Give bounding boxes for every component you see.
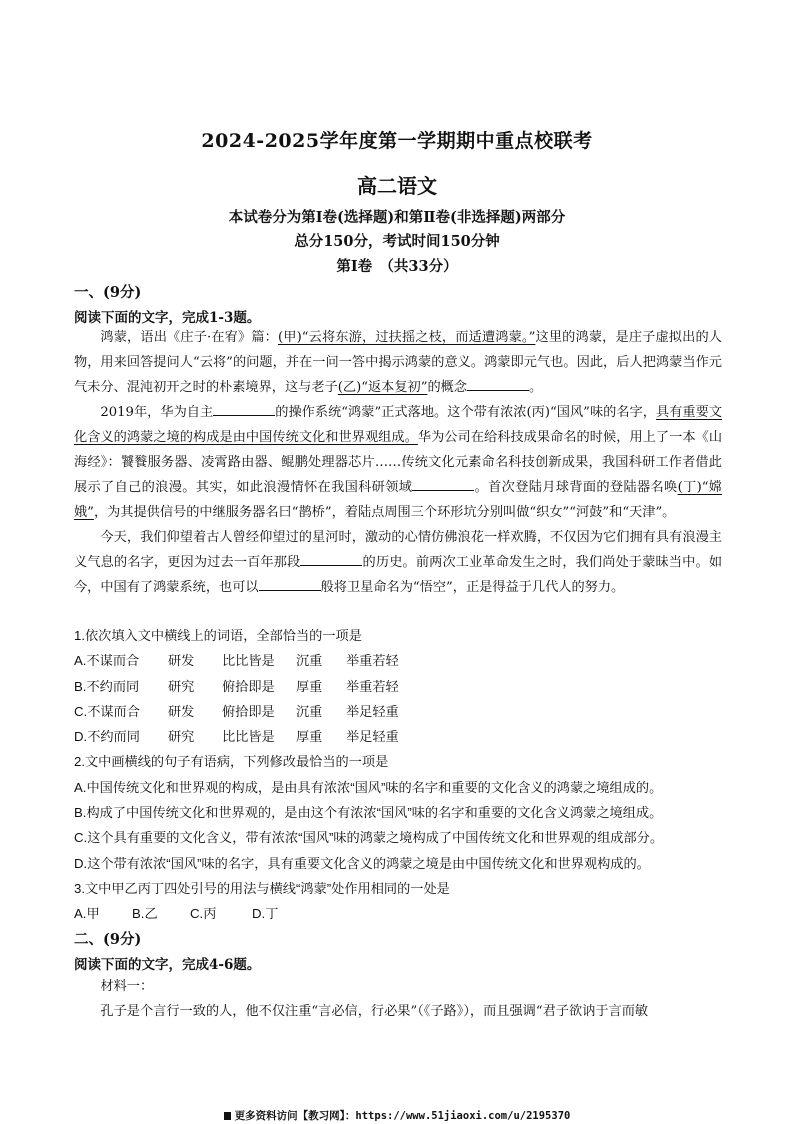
faulty-sentence: 具有重要文化含义的鸿蒙之境的构成是由中国传统文化和世界观组成。 xyxy=(74,405,723,445)
blank-line xyxy=(467,377,529,391)
q3-options: A.甲 B.乙 C.丙 D.丁 xyxy=(74,906,279,922)
passage-paragraph-2: 2019年，华为自主 的操作系统“鸿蒙”正式落地。这个带有浓浓(丙)“国风”味的名字，具有重要文化含义的鸿蒙之境的构成是由中国传统文化和世界观组成。华为公司在给科技成果命名的时候，用上了一本《山海经》：饕餮服务器、凌霄路由器、鲲鹏处理器芯片……传统文化元素命名科技创新成果，我国科研工作者借此展示了自己的浪漫。其实，如此浪漫情怀在我国科研领域 。首次登陆月球背面的登陆器名唤(丁)“嫦娥”，为其提供信号的中继服务器名曰“鹊桥”，着陆点周围三个环形坑分别叫做“织女”“河鼓”和“天津”。 xyxy=(74,400,722,525)
q1-option-d: D.不约而同 研究 比比皆是 厚重 举足轻重 xyxy=(74,729,399,745)
q1-option-c: C.不谋而合 研发 俯拾即是 沉重 举足轻重 xyxy=(74,703,399,719)
material-label: 材料一： xyxy=(100,979,154,994)
section1-heading: 一、(9分) xyxy=(74,284,142,301)
q1-option-a: A.不谋而合 研发 比比皆是 沉重 举重若轻 xyxy=(74,653,399,669)
q2-option-c: C.这个具有重要的文化含义，带有浓浓“国风”味的鸿蒙之境构成了中国传统文化和世界观的组成部分。 xyxy=(74,830,664,846)
exam-title: 2024-2025学年度第一学期期中重点校联考 xyxy=(201,130,593,152)
q1-option-b: B.不约而同 研究 俯拾即是 厚重 举重若轻 xyxy=(74,678,399,694)
exam-scoring: 总分150分，考试时间150分钟 xyxy=(294,233,500,250)
quote-ding: (丁)“嫦娥” xyxy=(74,480,722,520)
quote-yi: (乙)“返本复初” xyxy=(337,380,428,395)
exam-structure: 本试卷分为第Ⅰ卷(选择题)和第Ⅱ卷(非选择题)两部分 xyxy=(228,209,566,226)
part1-heading: 第Ⅰ卷 （共33分） xyxy=(336,258,458,275)
footer-link[interactable]: 更多资料访问【教习网】：https://www.51jiaoxi.com/u/2195370 xyxy=(234,1110,571,1122)
blank-line xyxy=(412,477,474,491)
passage-paragraph-1: 鸿蒙，语出《庄子·在宥》篇：(甲)“云将东游，过扶摇之枝，而适遭鸿蒙。”这里的鸿蒙，是庄子虚拟出的人物，用来回答提问人“云将”的问题，并在一问一答中揭示鸿蒙的意义。鸿蒙即元气也。因此，后人把鸿蒙当作元气未分、混沌初开之时的朴素境界，这与老子(乙)“返本复初”的概念 。 xyxy=(74,330,722,395)
section2-heading: 二、(9分) xyxy=(74,931,142,948)
flag-icon xyxy=(224,1112,231,1120)
q2-option-b: B.构成了中国传统文化和世界观的，是由这个有浓浓“国风”味的名字和重要的文化含义鸿蒙之境组成。 xyxy=(74,805,663,821)
q2-option-a: A.中国传统文化和世界观的构成，是由具有浓浓“国风”味的名字和重要的文化含义的鸿蒙之境组成的。 xyxy=(74,779,663,795)
section2-instruction: 阅读下面的文字，完成4-6题。 xyxy=(74,957,261,973)
blank-line xyxy=(300,552,362,566)
q3-stem: 3.文中甲乙丙丁四处引号的用法与横线“鸿蒙”处作用相同的一处是 xyxy=(74,880,450,896)
exam-subject: 高二语文 xyxy=(357,174,437,198)
section1-instruction: 阅读下面的文字，完成1-3题。 xyxy=(74,310,261,326)
section1-passage xyxy=(74,325,722,600)
blank-line xyxy=(259,577,321,591)
quote-jia: (甲)“云将东游，过扶摇之枝，而适遭鸿蒙。” xyxy=(278,330,536,345)
q2-stem: 2.文中画横线的句子有语病，下列修改最恰当的一项是 xyxy=(74,754,389,770)
footer xyxy=(0,1108,794,1123)
material-text: 孔子是个言行一致的人，他不仅注重“言必信，行必果”（《子路》），而且强调“君子欲讷于言而敏 xyxy=(100,1004,649,1019)
blank-line xyxy=(213,402,275,416)
passage-paragraph-3: 今天，我们仰望着古人曾经仰望过的星河时，激动的心情仿佛浪花一样欢腾，不仅因为它们拥有具有浪漫主义气息的名字，更因为过去一百年那段 的历史。前两次工业革命发生之时，我们尚处于蒙昧当中。如今，中国有了鸿蒙系统，也可以 般将卫星命名为“悟空”，正是得益于几代人的努力。 xyxy=(74,530,723,595)
questions-block xyxy=(74,623,734,927)
section2-passage xyxy=(74,974,722,1024)
q1-stem: 1.依次填入文中横线上的词语，全部恰当的一项是 xyxy=(74,628,362,643)
q2-option-d: D.这个带有浓浓“国风”味的名字，具有重要文化含义的鸿蒙之境是由中国传统文化和世界观构成的。 xyxy=(74,855,650,871)
